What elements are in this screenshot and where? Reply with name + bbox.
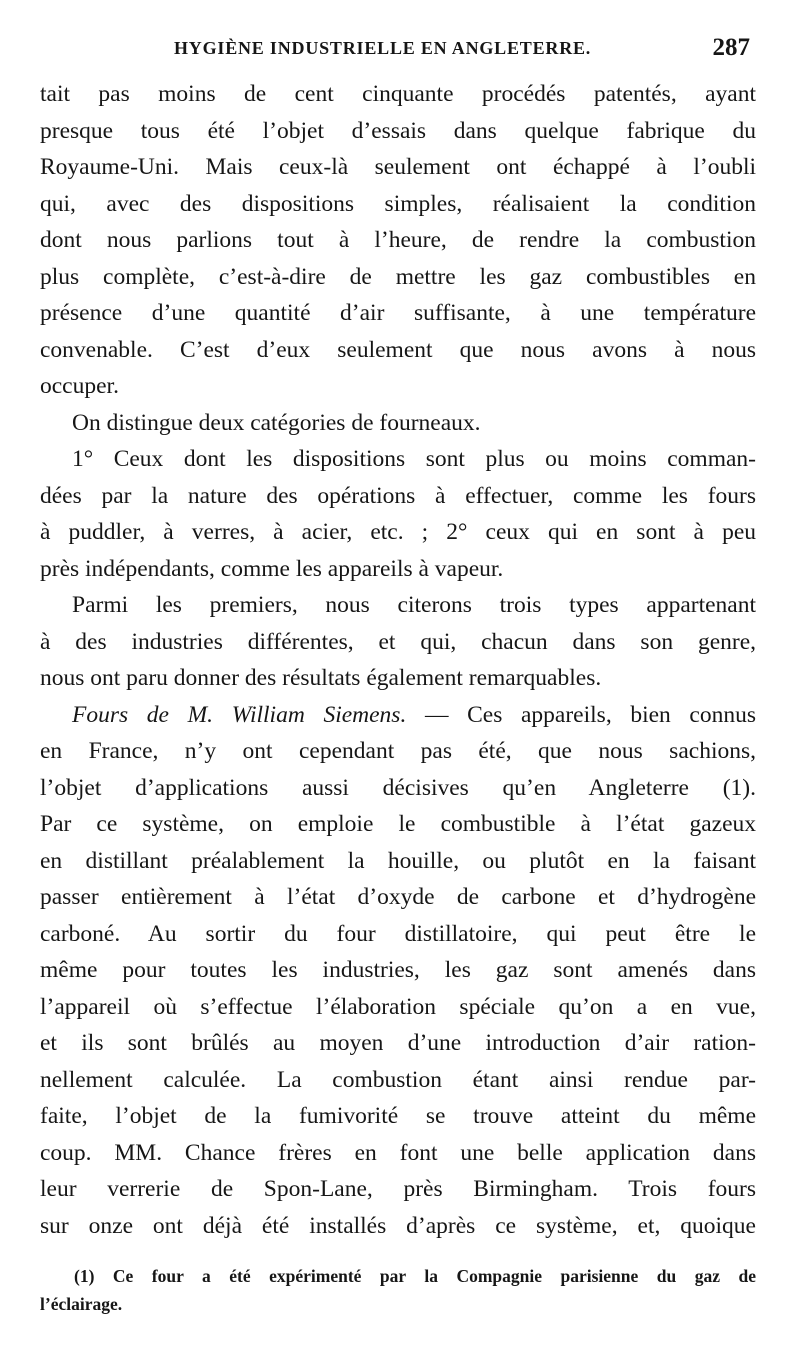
text-line: l’appareil où s’effectue l’élaboration spéciale qu’on a en vue, bbox=[40, 993, 756, 1020]
text-line: tait pas moins de cent cinquante procédés patentés, ayant bbox=[40, 81, 756, 107]
text-line: en distillant préalablement la houille, ou plutôt en la faisant bbox=[40, 847, 756, 874]
text-line: On distingue deux catégories de fourneaux. bbox=[72, 409, 481, 436]
text-line: plus complète, c’est-à-dire de mettre les gaz combustibles en bbox=[40, 263, 756, 290]
text-line: Royaume-Uni. Mais ceux-là seulement ont échappé à l’oubli bbox=[40, 154, 756, 180]
text-line: nous ont paru donner des résultats également remarquables. bbox=[40, 665, 602, 691]
footnote bbox=[40, 1262, 756, 1318]
text-line: sur onze ont déjà été installés d’après ce système, et, quoique bbox=[40, 1212, 756, 1239]
text-line: en France, n’y ont cependant pas été, que nous sachions, bbox=[40, 738, 756, 764]
text-line: qui, avec des dispositions simples, réalisaient la condition bbox=[40, 190, 756, 217]
text-line: même pour toutes les industries, les gaz sont amenés dans bbox=[40, 957, 756, 983]
text-line: presque tous été l’objet d’essais dans quelque fabrique du bbox=[40, 117, 756, 144]
text-line: 1° Ceux dont les dispositions sont plus ou moins comman- bbox=[72, 446, 756, 472]
text-line: dées par la nature des opérations à effectuer, comme les fours bbox=[40, 482, 756, 509]
text-line: et ils sont brûlés au moyen d’une introduction d’air ration- bbox=[40, 1030, 756, 1056]
running-title: HYGIÈNE INDUSTRIELLE EN ANGLETERRE. bbox=[174, 38, 592, 58]
section-heading: Fours de M. William Siemens. bbox=[72, 701, 407, 728]
text-line: faite, l’objet de la fumivorité se trouve atteint du même bbox=[40, 1103, 756, 1129]
running-head bbox=[40, 34, 756, 68]
text-line: présence d’une quantité d’air suffisante, à une température bbox=[40, 300, 756, 326]
text-line: à des industries différentes, et qui, chacun dans son genre, bbox=[40, 628, 756, 655]
text-line: à puddler, à verres, à acier, etc. ; 2° ceux qui en sont à peu bbox=[40, 519, 756, 545]
footnote-line: l’éclairage. bbox=[40, 1294, 123, 1314]
text-line: leur verrerie de Spon-Lane, près Birmingham. Trois fours bbox=[40, 1176, 756, 1202]
section-line bbox=[40, 697, 756, 734]
text-line: Parmi les premiers, nous citerons trois types appartenant bbox=[72, 592, 756, 618]
text-line: l’objet d’applications aussi décisives qu’en Angleterre (1). bbox=[40, 774, 756, 801]
text-line: nellement calculée. La combustion étant ainsi rendue par- bbox=[40, 1066, 756, 1093]
text-line: passer entièrement à l’état d’oxyde de carbone et d’hydrogène bbox=[40, 884, 756, 910]
footnote-line: (1) Ce four a été expérimenté par la Compagnie parisienne du gaz de bbox=[74, 1266, 756, 1286]
page-number: 287 bbox=[712, 34, 750, 61]
body-text bbox=[40, 76, 756, 1244]
text-line: carboné. Au sortir du four distillatoire, qui peut être le bbox=[40, 920, 756, 947]
text-run: — Ces appareils, bien connus bbox=[424, 701, 756, 728]
text-line: près indépendants, comme les appareils à vapeur. bbox=[40, 555, 504, 582]
text-line: dont nous parlions tout à l’heure, de rendre la combustion bbox=[40, 227, 756, 253]
text-line: Par ce système, on emploie le combustible à l’état gazeux bbox=[40, 811, 756, 837]
text-line: occuper. bbox=[40, 373, 119, 399]
text-line: coup. MM. Chance frères en font une belle application dans bbox=[40, 1139, 756, 1166]
text-line: convenable. C’est d’eux seulement que nous avons à nous bbox=[40, 336, 756, 363]
